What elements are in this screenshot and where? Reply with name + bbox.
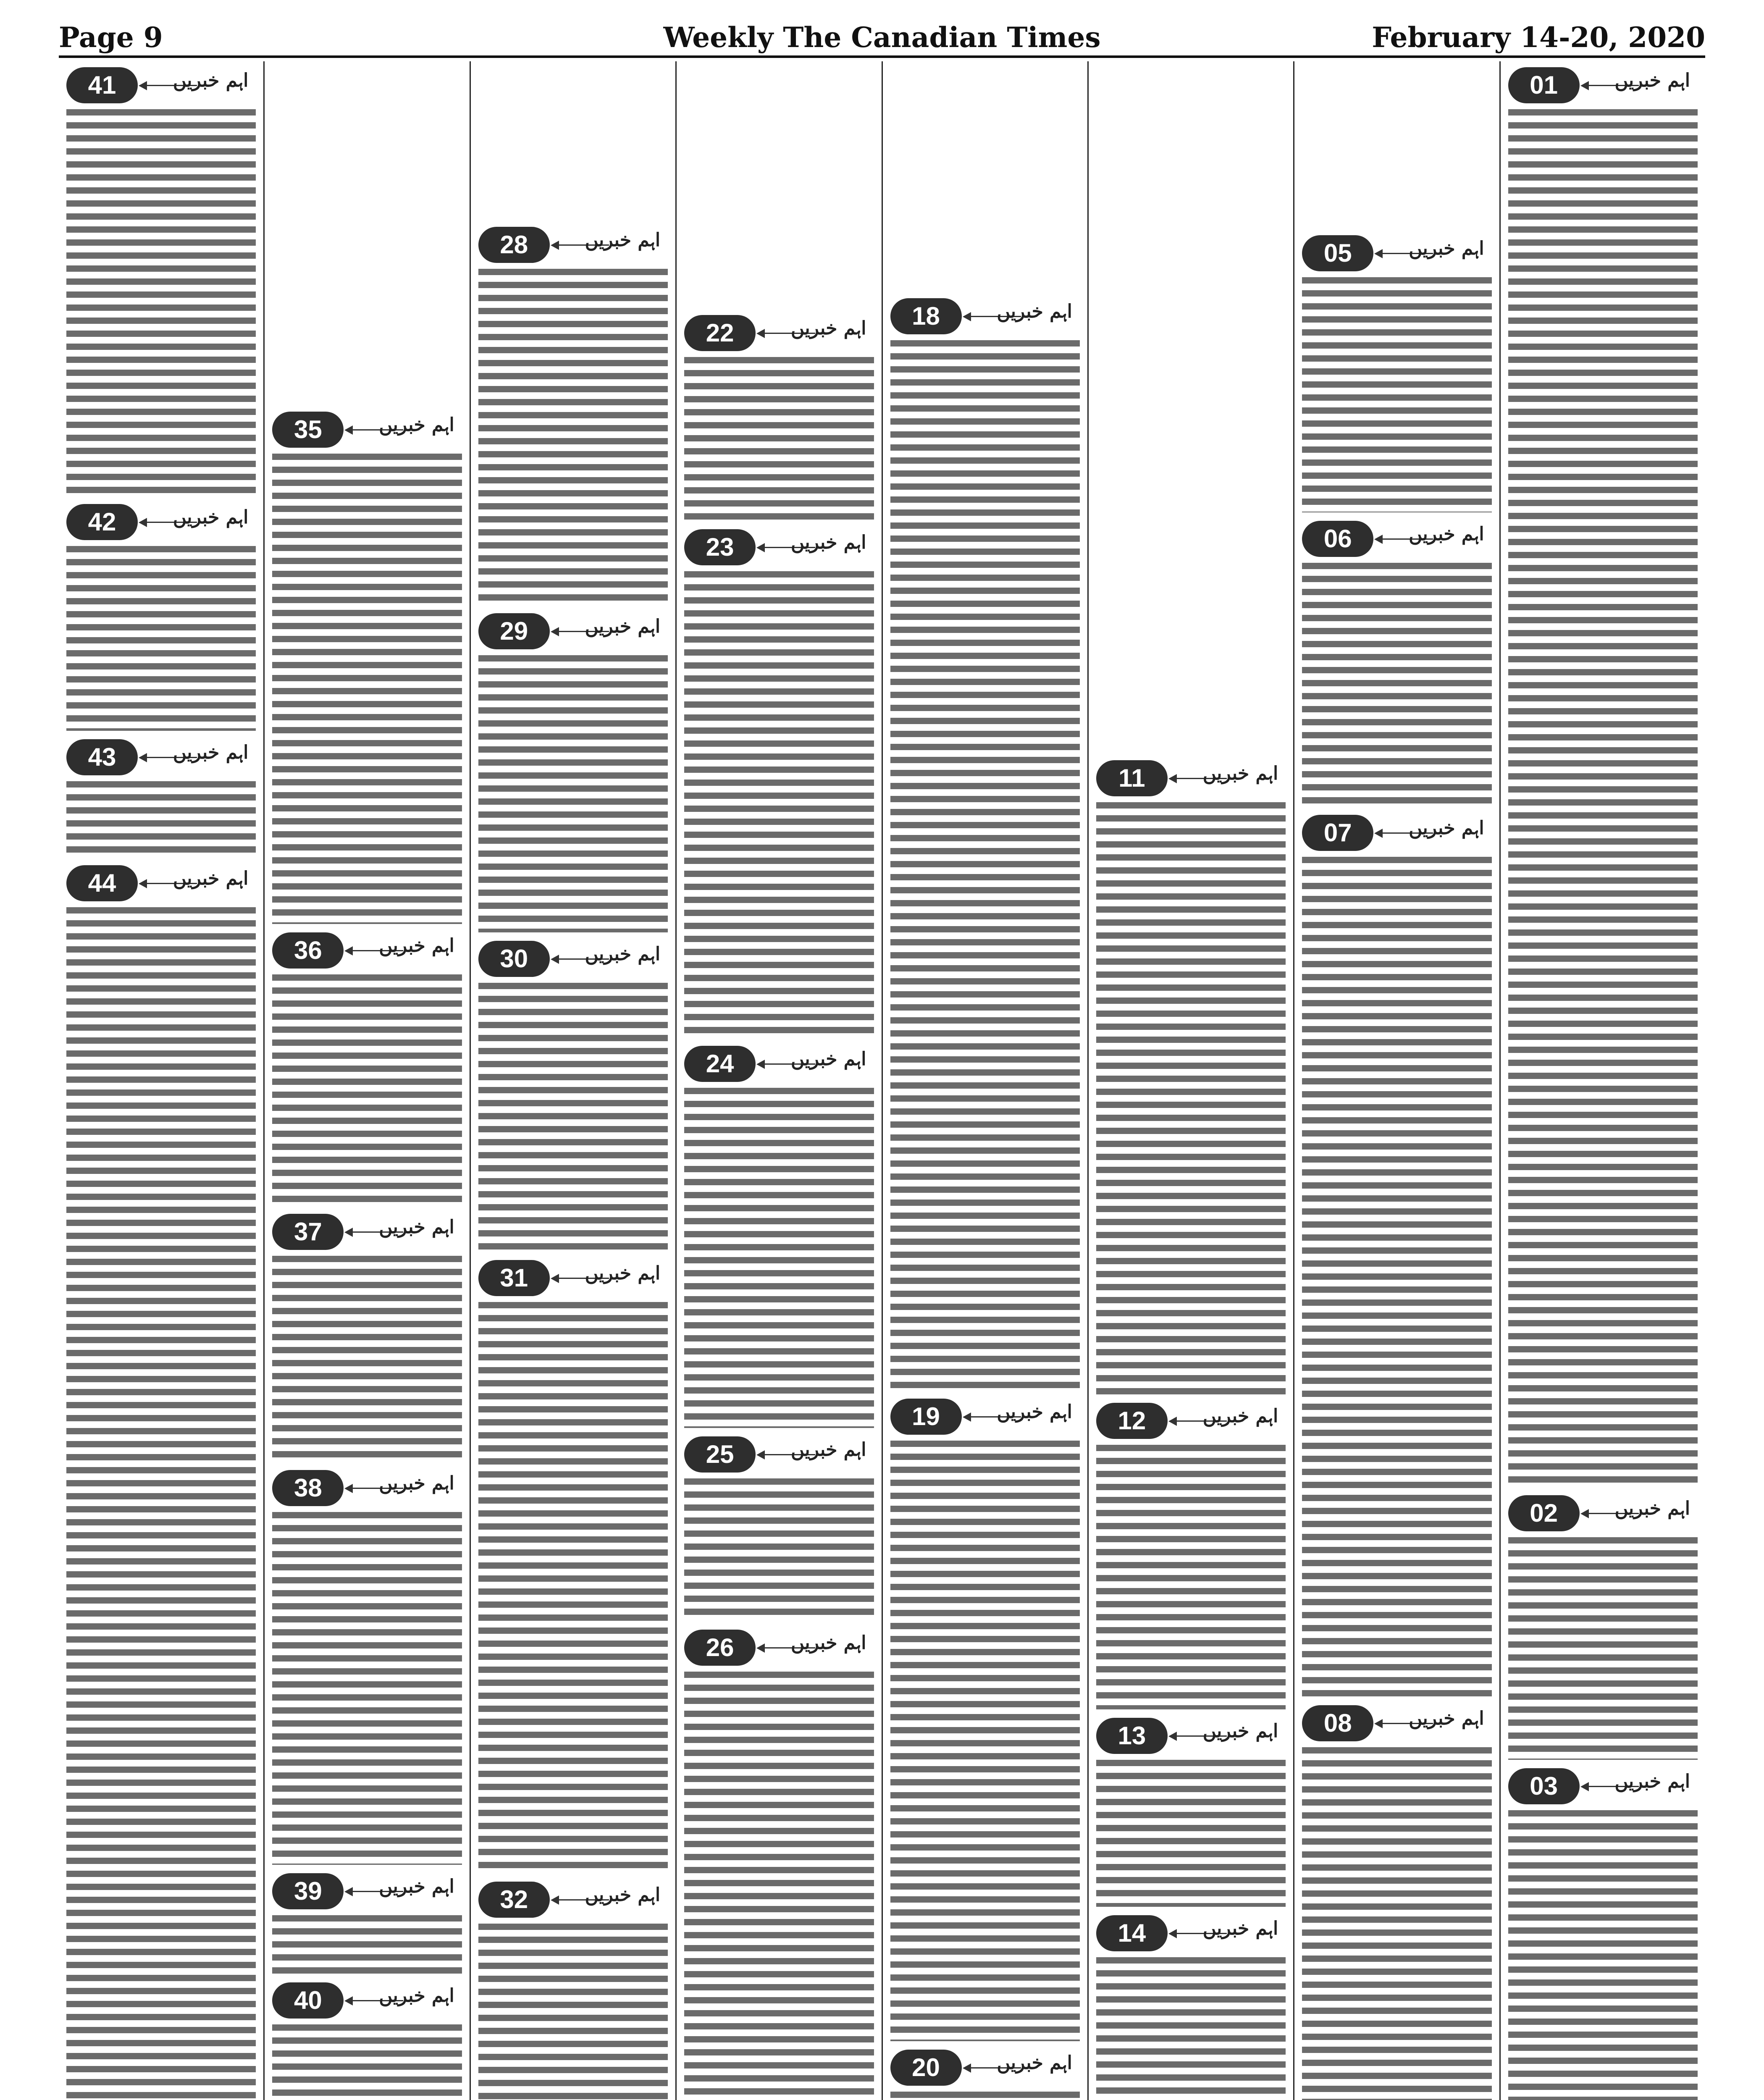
news-item: [1508, 61, 1698, 1489]
news-item-body: [66, 781, 256, 857]
news-item-header: [1302, 521, 1491, 557]
news-item-label: ﺍﮨﻢ ﺧﺒﺮﯾﮟ: [173, 742, 249, 763]
news-item-header: [1302, 1705, 1491, 1741]
news-item-label: ﺍﮨﻢ ﺧﺒﺮﯾﮟ: [1202, 1405, 1278, 1427]
news-item: [1096, 1397, 1286, 1712]
news-item-header: [684, 1046, 874, 1082]
news-item-header: [1096, 1403, 1286, 1439]
issue-date: February 14-20, 2020: [1372, 21, 1705, 54]
news-item-header: [684, 529, 874, 565]
news-item-label: ﺍﮨﻢ ﺧﺒﺮﯾﮟ: [1202, 763, 1278, 784]
news-column: [1089, 61, 1294, 2100]
news-item-header: [272, 1214, 462, 1250]
news-item-label: ﺍﮨﻢ ﺧﺒﺮﯾﮟ: [1409, 1708, 1484, 1729]
news-item-number: 31: [478, 1260, 550, 1296]
news-item: [684, 523, 874, 1040]
news-item-number: 24: [684, 1046, 756, 1082]
news-item-header: [1096, 760, 1286, 796]
news-item-header: [272, 932, 462, 969]
news-item-body: [684, 1672, 874, 2100]
news-column: [1294, 61, 1500, 2100]
newspaper-title: Weekly The Canadian Times: [663, 21, 1101, 54]
news-item-number: 01: [1508, 67, 1580, 103]
news-item-number: 44: [66, 865, 138, 901]
news-item: [1302, 229, 1491, 515]
news-item-body: [66, 907, 256, 2100]
news-item-header: [66, 865, 256, 901]
news-item-label: ﺍﮨﻢ ﺧﺒﺮﯾﮟ: [790, 532, 866, 553]
news-item-number: 38: [272, 1470, 344, 1506]
news-item-body: [1302, 1747, 1491, 2100]
news-item-header: [272, 412, 462, 448]
news-item-label: ﺍﮨﻢ ﺧﺒﺮﯾﮟ: [379, 1216, 454, 1238]
news-item: [272, 1208, 462, 1464]
news-item-body: [1302, 563, 1491, 806]
news-item-number: 28: [478, 227, 550, 263]
masthead: [59, 17, 1705, 59]
news-item-body: [684, 357, 874, 521]
news-item-header: [1508, 1768, 1698, 1804]
news-item-label: ﺍﮨﻢ ﺧﺒﺮﯾﮟ: [173, 507, 249, 528]
news-item-label: ﺍﮨﻢ ﺧﺒﺮﯾﮟ: [379, 414, 454, 436]
news-item-label: ﺍﮨﻢ ﺧﺒﺮﯾﮟ: [379, 1985, 454, 2006]
news-item: [478, 1876, 668, 2100]
news-item-header: [66, 504, 256, 540]
news-item-header: [1508, 67, 1698, 103]
news-item-header: [890, 298, 1080, 334]
news-item-number: 36: [272, 932, 344, 969]
news-item-header: [1302, 235, 1491, 271]
news-item-number: 30: [478, 941, 550, 977]
news-item-number: 39: [272, 1873, 344, 1909]
news-item: [272, 927, 462, 1208]
news-item: [272, 1867, 462, 1977]
news-item-body: [684, 1478, 874, 1621]
news-column: [265, 61, 470, 2100]
news-item-body: [272, 2024, 462, 2100]
news-item-label: ﺍﮨﻢ ﺧﺒﺮﯾﮟ: [1614, 1771, 1690, 1792]
page-number: Page 9: [59, 21, 163, 54]
news-item: [1302, 1699, 1491, 2100]
news-item-number: 25: [684, 1436, 756, 1473]
news-item-number: 26: [684, 1630, 756, 1666]
news-item-number: 06: [1302, 521, 1373, 557]
news-item-number: 32: [478, 1882, 550, 1918]
news-item: [272, 406, 462, 927]
news-item-body: [890, 2092, 1080, 2100]
news-item: [66, 859, 256, 2100]
news-item-label: ﺍﮨﻢ ﺧﺒﺮﯾﮟ: [173, 868, 249, 889]
news-item-label: ﺍﮨﻢ ﺧﺒﺮﯾﮟ: [1409, 523, 1484, 545]
news-item: [1508, 1762, 1698, 2100]
news-item-body: [272, 974, 462, 1205]
news-item: [1302, 809, 1491, 1699]
news-item-body: [1302, 277, 1491, 512]
news-column: [677, 61, 882, 2100]
news-item-label: ﺍﮨﻢ ﺧﺒﺮﯾﮟ: [585, 1884, 661, 1906]
news-item-label: ﺍﮨﻢ ﺧﺒﺮﯾﮟ: [997, 301, 1072, 322]
news-item-body: [272, 1512, 462, 1865]
news-item-label: ﺍﮨﻢ ﺧﺒﺮﯾﮟ: [790, 1439, 866, 1460]
news-item: [890, 292, 1080, 1393]
news-item: [478, 221, 668, 607]
news-item-body: [684, 571, 874, 1037]
news-item-body: [66, 109, 256, 496]
news-item-body: [1096, 1445, 1286, 1709]
header-rule: [59, 55, 1705, 58]
news-item: [478, 1254, 668, 1876]
news-item-number: 02: [1508, 1495, 1580, 1531]
news-item-header: [684, 1630, 874, 1666]
news-item-body: [890, 1441, 1080, 2041]
news-item-number: 40: [272, 1982, 344, 2019]
news-item-label: ﺍﮨﻢ ﺧﺒﺮﯾﮟ: [1409, 238, 1484, 259]
news-item-body: [272, 1915, 462, 1974]
news-item-header: [890, 2050, 1080, 2086]
news-item-label: ﺍﮨﻢ ﺧﺒﺮﯾﮟ: [997, 2052, 1072, 2074]
news-item-label: ﺍﮨﻢ ﺧﺒﺮﯾﮟ: [1409, 817, 1484, 839]
news-item-label: ﺍﮨﻢ ﺧﺒﺮﯾﮟ: [173, 70, 249, 91]
news-item-number: 23: [684, 529, 756, 565]
news-item-label: ﺍﮨﻢ ﺧﺒﺮﯾﮟ: [585, 229, 661, 251]
news-item-body: [478, 983, 668, 1252]
news-item-label: ﺍﮨﻢ ﺧﺒﺮﯾﮟ: [585, 616, 661, 637]
news-item-body: [478, 1924, 668, 2100]
news-item-header: [890, 1399, 1080, 1435]
news-item: [478, 935, 668, 1254]
news-item-number: 29: [478, 613, 550, 649]
news-item-number: 11: [1096, 760, 1168, 796]
news-item-body: [66, 546, 256, 731]
news-item: [1096, 1909, 1286, 2100]
news-item: [684, 1040, 874, 1431]
news-item-header: [478, 613, 668, 649]
news-item-body: [1302, 857, 1491, 1697]
news-item-number: 42: [66, 504, 138, 540]
news-item-label: ﺍﮨﻢ ﺧﺒﺮﯾﮟ: [790, 318, 866, 339]
news-item-header: [272, 1873, 462, 1909]
news-item-number: 07: [1302, 815, 1373, 851]
news-item-label: ﺍﮨﻢ ﺧﺒﺮﯾﮟ: [379, 1473, 454, 1494]
news-columns: [59, 61, 1705, 2100]
news-item-number: 05: [1302, 235, 1373, 271]
news-item-body: [1508, 1537, 1698, 1760]
news-item-label: ﺍﮨﻢ ﺧﺒﺮﯾﮟ: [1614, 70, 1690, 91]
news-item-number: 20: [890, 2050, 962, 2086]
news-item: [66, 61, 256, 498]
news-item: [1302, 515, 1491, 809]
news-item-label: ﺍﮨﻢ ﺧﺒﺮﯾﮟ: [1202, 1918, 1278, 1939]
news-item-header: [478, 941, 668, 977]
news-item-label: ﺍﮨﻢ ﺧﺒﺮﯾﮟ: [790, 1632, 866, 1654]
news-item: [1508, 1489, 1698, 1762]
news-item-body: [1508, 109, 1698, 1487]
news-item-number: 08: [1302, 1705, 1373, 1741]
news-item-body: [684, 1088, 874, 1428]
news-item-body: [478, 1302, 668, 1873]
news-item-body: [272, 1256, 462, 1462]
news-item-header: [478, 1882, 668, 1918]
news-item-header: [684, 1436, 874, 1473]
news-item-number: 22: [684, 315, 756, 351]
news-item-label: ﺍﮨﻢ ﺧﺒﺮﯾﮟ: [997, 1401, 1072, 1423]
news-item-label: ﺍﮨﻢ ﺧﺒﺮﯾﮟ: [585, 943, 661, 965]
news-item-body: [272, 454, 462, 924]
news-item-label: ﺍﮨﻢ ﺧﺒﺮﯾﮟ: [585, 1263, 661, 1284]
news-item-number: 18: [890, 298, 962, 334]
news-item-body: [1096, 802, 1286, 1394]
news-item-body: [478, 655, 668, 932]
news-item-header: [1302, 815, 1491, 851]
news-item-header: [1508, 1495, 1698, 1531]
news-item-number: 37: [272, 1214, 344, 1250]
news-item: [890, 1393, 1080, 2044]
news-item-label: ﺍﮨﻢ ﺧﺒﺮﯾﮟ: [1202, 1720, 1278, 1742]
news-item-number: 41: [66, 67, 138, 103]
news-item-number: 35: [272, 412, 344, 448]
news-item: [66, 498, 256, 733]
news-item: [684, 309, 874, 523]
news-item-body: [890, 340, 1080, 1390]
news-item-label: ﺍﮨﻢ ﺧﺒﺮﯾﮟ: [1614, 1498, 1690, 1519]
news-item-number: 43: [66, 739, 138, 775]
news-item-header: [1096, 1915, 1286, 1951]
news-item: [1096, 754, 1286, 1397]
news-item-number: 03: [1508, 1768, 1580, 1804]
news-item: [272, 1977, 462, 2100]
news-item-label: ﺍﮨﻢ ﺧﺒﺮﯾﮟ: [379, 935, 454, 956]
news-item: [890, 2044, 1080, 2100]
news-item-label: ﺍﮨﻢ ﺧﺒﺮﯾﮟ: [379, 1876, 454, 1897]
news-item-header: [66, 67, 256, 103]
news-item-header: [66, 739, 256, 775]
news-column: [1501, 61, 1705, 2100]
news-item: [478, 607, 668, 935]
news-item-number: 14: [1096, 1915, 1168, 1951]
news-column: [471, 61, 677, 2100]
news-item-body: [1096, 1760, 1286, 1907]
news-item-header: [478, 1260, 668, 1296]
news-item-header: [272, 1470, 462, 1506]
news-item-label: ﺍﮨﻢ ﺧﺒﺮﯾﮟ: [790, 1048, 866, 1070]
news-item-body: [478, 269, 668, 605]
news-item: [272, 1464, 462, 1867]
news-item-header: [1096, 1718, 1286, 1754]
news-column: [59, 61, 265, 2100]
news-item-body: [1096, 1957, 1286, 2100]
news-item: [684, 1431, 874, 1624]
news-item-body: [1508, 1810, 1698, 2100]
news-item-header: [272, 1982, 462, 2019]
news-item-header: [478, 227, 668, 263]
news-item-number: 13: [1096, 1718, 1168, 1754]
news-item-number: 19: [890, 1399, 962, 1435]
news-item-header: [684, 315, 874, 351]
news-item-number: 12: [1096, 1403, 1168, 1439]
news-item: [66, 733, 256, 859]
news-item: [684, 1624, 874, 2100]
news-item: [1096, 1712, 1286, 1909]
news-column: [883, 61, 1089, 2100]
